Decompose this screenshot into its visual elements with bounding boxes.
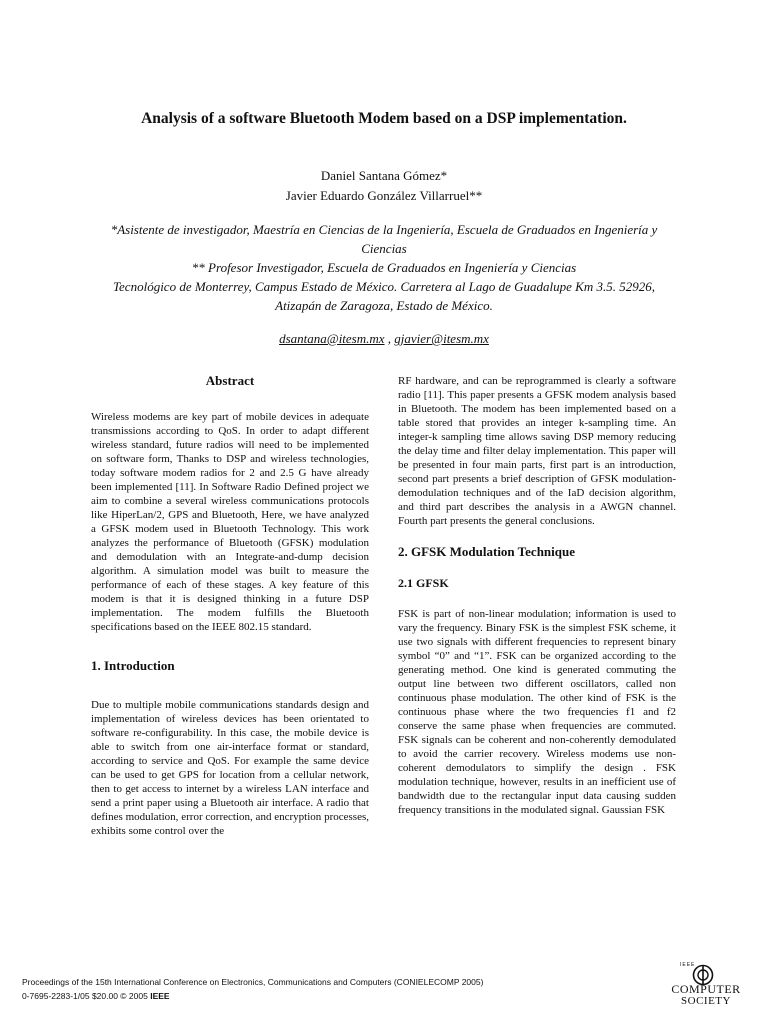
email-separator: , (384, 331, 395, 346)
author-name: Javier Eduardo González Villarruel** (285, 188, 483, 203)
right-column (398, 374, 676, 817)
affiliation-block (90, 220, 678, 315)
author-emails (0, 331, 768, 347)
affiliation-line: *Asistente de investigador, Maestría en Ciencias de la Ingeniería, Escuela de Graduados en Ingeniería y Ciencias (110, 222, 658, 256)
logo-computer-text: COMPUTER (671, 982, 741, 996)
logo-society-text: SOCIETY (681, 995, 731, 1007)
abstract-heading: Abstract (205, 373, 255, 388)
author-name: Daniel Santana Gómez* (320, 168, 448, 183)
footer-ieee: IEEE (150, 991, 170, 1001)
logo-ieee-text: IEEE (680, 962, 696, 968)
footer-proceedings: Proceedings of the 15th International Conference on Electronics, Communications and Computers (CONIELECOMP 2005) (22, 977, 484, 987)
computer-society-logo (664, 962, 748, 1012)
introduction-text: Due to multiple mobile communications standards design and implementation of wireless devices has been orientated to software re-configurability. In this case, the mobile device is able to switch from one air-interface format or standard, according to service and QoS. For example the same device can be used to get GPS for location from a cellular network, then to get access to internet by a wireless LAN interface and send a print paper using a Bluetooth air interface. A radio that defines modulation, error correction, and encryption processes, exhibits some control over the (91, 699, 369, 837)
email-link[interactable]: dsantana@itesm.mx (279, 331, 385, 346)
paper-title: Analysis of a software Bluetooth Modem based on a DSP implementation. (141, 110, 627, 127)
left-column (91, 374, 369, 838)
footer-copyright: 0-7695-2283-1/05 $20.00 © 2005 IEEE (22, 991, 170, 1001)
affiliation-line: ** Profesor Investigador, Escuela de Graduados en Ingeniería y Ciencias (191, 260, 577, 275)
email-link[interactable]: gjavier@itesm.mx (394, 331, 489, 346)
section-heading-introduction: 1. Introduction (91, 658, 175, 673)
introduction-text-continued: RF hardware, and can be reprogrammed is clearly a software radio [11]. This paper presents a GFSK modem analysis based in Bluetooth. The modem has been implemented based on a table stored that provides an integer k-sampling time. An integer-k sampling time allows saving DSP memory reducing the delay time and filter delay implementation. This paper will be presented in four main parts, first part is an introduction, second part presents a brief description of GFSK modulation-demodulation techniques and of the IaD decision algorithm, and third part describes the analysis in a AWGN channel. Fourth part presents the general conclusions. (398, 375, 676, 527)
page-footer (22, 975, 622, 1003)
subsection-heading-gfsk: 2.1 GFSK (398, 576, 449, 590)
gfsk-text: FSK is part of non-linear modulation; information is used to vary the frequency. Binary FSK is the simplest FSK scheme, it use two signals with different frequencies to represent binary symbol “0” and “1”. FSK can be organized according to the generating method. One kind is generated commuting the output line between two different oscillators, called non continuous phase modulation. The other kind of FSK is the continuous phase where the two frequencies f1 and f2 conserve the same phase when frequencies are commuted. FSK signals can be coherent and non-coherently demodulated to avoid the carrier recovery. Wireless modems use non-coherent demodulators to simplify the design . FSK modulation technique, however, results in an inefficient use of bandwidth due to the rectangular input data causing sudden frequency transitions in the modulated signal. Gaussian FSK (398, 608, 676, 816)
section-heading-gfsk: 2. GFSK Modulation Technique (398, 544, 575, 559)
author-list (0, 166, 768, 206)
affiliation-line: Tecnológico de Monterrey, Campus Estado de México. Carretera al Lago de Guadalupe Km 3.5. 52926, Atizapán de Zaragoza, Estado de México. (113, 279, 655, 313)
abstract-text: Wireless modems are key part of mobile devices in adequate transmissions according to QoS. In order to adapt different wireless standard, future radios will need to be implemented on software form, Thanks to DSP and wireless technologies, today software modem radios for 2 and 2.5 G have already been implemented [11]. In Software Radio Defined project we aim to combine a several wireless communications protocols like HiperLan/2, GPS and Bluetooth, Here, we have analyzed a GFSK modem used in Bluetooth Technology. This work analyzes the performance of Bluetooth (GFSK) modulation and demodulation with an Integrate-and-dump decision algorithm. A simulation model was built to measure the performance of each of these stages. A key feature of this modem is that it is designed thinking in a future DSP implementation. The modem fulfills the Bluetooth specifications based on the IEEE 802.15 standard. (91, 411, 369, 633)
